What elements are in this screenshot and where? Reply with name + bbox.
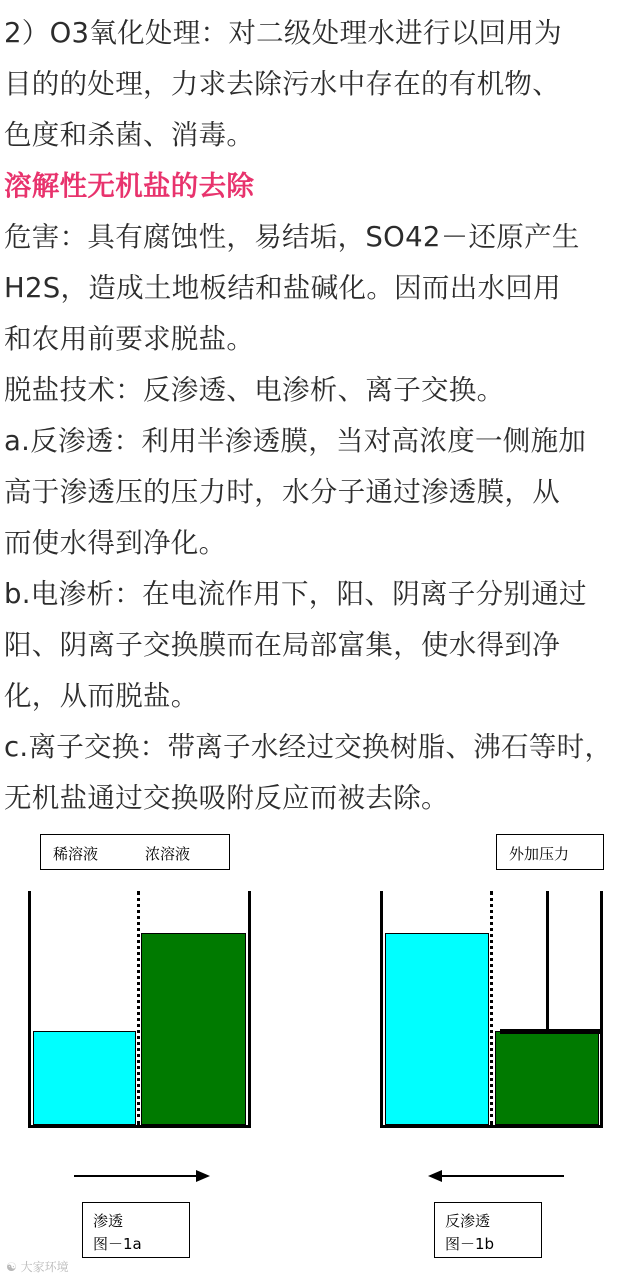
piston-plate	[500, 1029, 600, 1034]
semipermeable-membrane	[490, 891, 493, 1125]
watermark	[6, 1258, 69, 1275]
text-line: 化，从而脱盐。	[4, 680, 199, 712]
text-line: 目的的处理，力求去除污水中存在的有机物、	[4, 68, 560, 100]
concentrated-solution-liquid	[141, 933, 246, 1125]
text-line: 和农用前要求脱盐。	[4, 323, 255, 355]
arrow-right-icon	[196, 1170, 210, 1182]
text-line: 色度和杀菌、消毒。	[4, 119, 255, 151]
text-line: b.电渗析：在电流作用下，阳、阴离子分别通过	[4, 578, 587, 610]
caption-box-1b	[434, 1202, 542, 1258]
container-left-wall	[28, 891, 31, 1127]
concentrated-solution-liquid	[495, 1031, 599, 1125]
caption-figure-number: 图－1b	[445, 1235, 495, 1253]
semipermeable-membrane	[137, 891, 140, 1125]
caption-figure-number: 图－1a	[93, 1235, 142, 1253]
container-bottom	[28, 1125, 251, 1128]
reverse-osmosis-arrow	[440, 1175, 564, 1177]
text-line: 无机盐通过交换吸附反应而被去除。	[4, 782, 449, 814]
caption-title: 反渗透	[445, 1212, 491, 1230]
container-right-wall	[600, 891, 603, 1127]
pressure-label-box	[496, 834, 604, 870]
piston-rod	[546, 891, 549, 1030]
caption-title: 渗透	[93, 1212, 124, 1230]
concentrated-solution-label: 浓溶液	[145, 845, 191, 863]
container-bottom	[380, 1125, 603, 1128]
text-line: 阳、阴离子交换膜而在局部富集，使水得到净	[4, 629, 560, 661]
text-line: c.离子交换：带离子水经过交换树脂、沸石等时，	[4, 731, 613, 763]
dilute-solution-label: 稀溶液	[53, 845, 99, 863]
applied-pressure-label: 外加压力	[509, 845, 570, 863]
osmosis-arrow	[74, 1175, 198, 1177]
text-line: 脱盐技术：反渗透、电渗析、离子交换。	[4, 374, 505, 406]
solution-label-box	[40, 834, 230, 870]
text-line: H2S，造成土地板结和盐碱化。因而出水回用	[4, 272, 561, 304]
watermark-text: 大家环境	[20, 1260, 69, 1274]
text-line: a.反渗透：利用半渗透膜，当对高浓度一侧施加	[4, 425, 587, 457]
dilute-solution-liquid	[385, 933, 489, 1125]
section-heading: 溶解性无机盐的去除	[4, 170, 255, 202]
text-line: 2）O3氧化处理：对二级处理水进行以回用为	[4, 17, 562, 49]
article-body	[4, 8, 636, 824]
text-line: 而使水得到净化。	[4, 527, 227, 559]
dilute-solution-liquid	[33, 1031, 136, 1125]
caption-box-1a	[82, 1202, 190, 1258]
text-line: 高于渗透压的压力时，水分子通过渗透膜，从	[4, 476, 560, 508]
container-left-wall	[380, 891, 383, 1127]
watermark-icon: ☯	[6, 1260, 17, 1274]
container-right-wall	[248, 891, 251, 1127]
text-line: 危害：具有腐蚀性，易结垢，SO42－还原产生	[4, 221, 580, 253]
osmosis-figure	[0, 815, 640, 1280]
